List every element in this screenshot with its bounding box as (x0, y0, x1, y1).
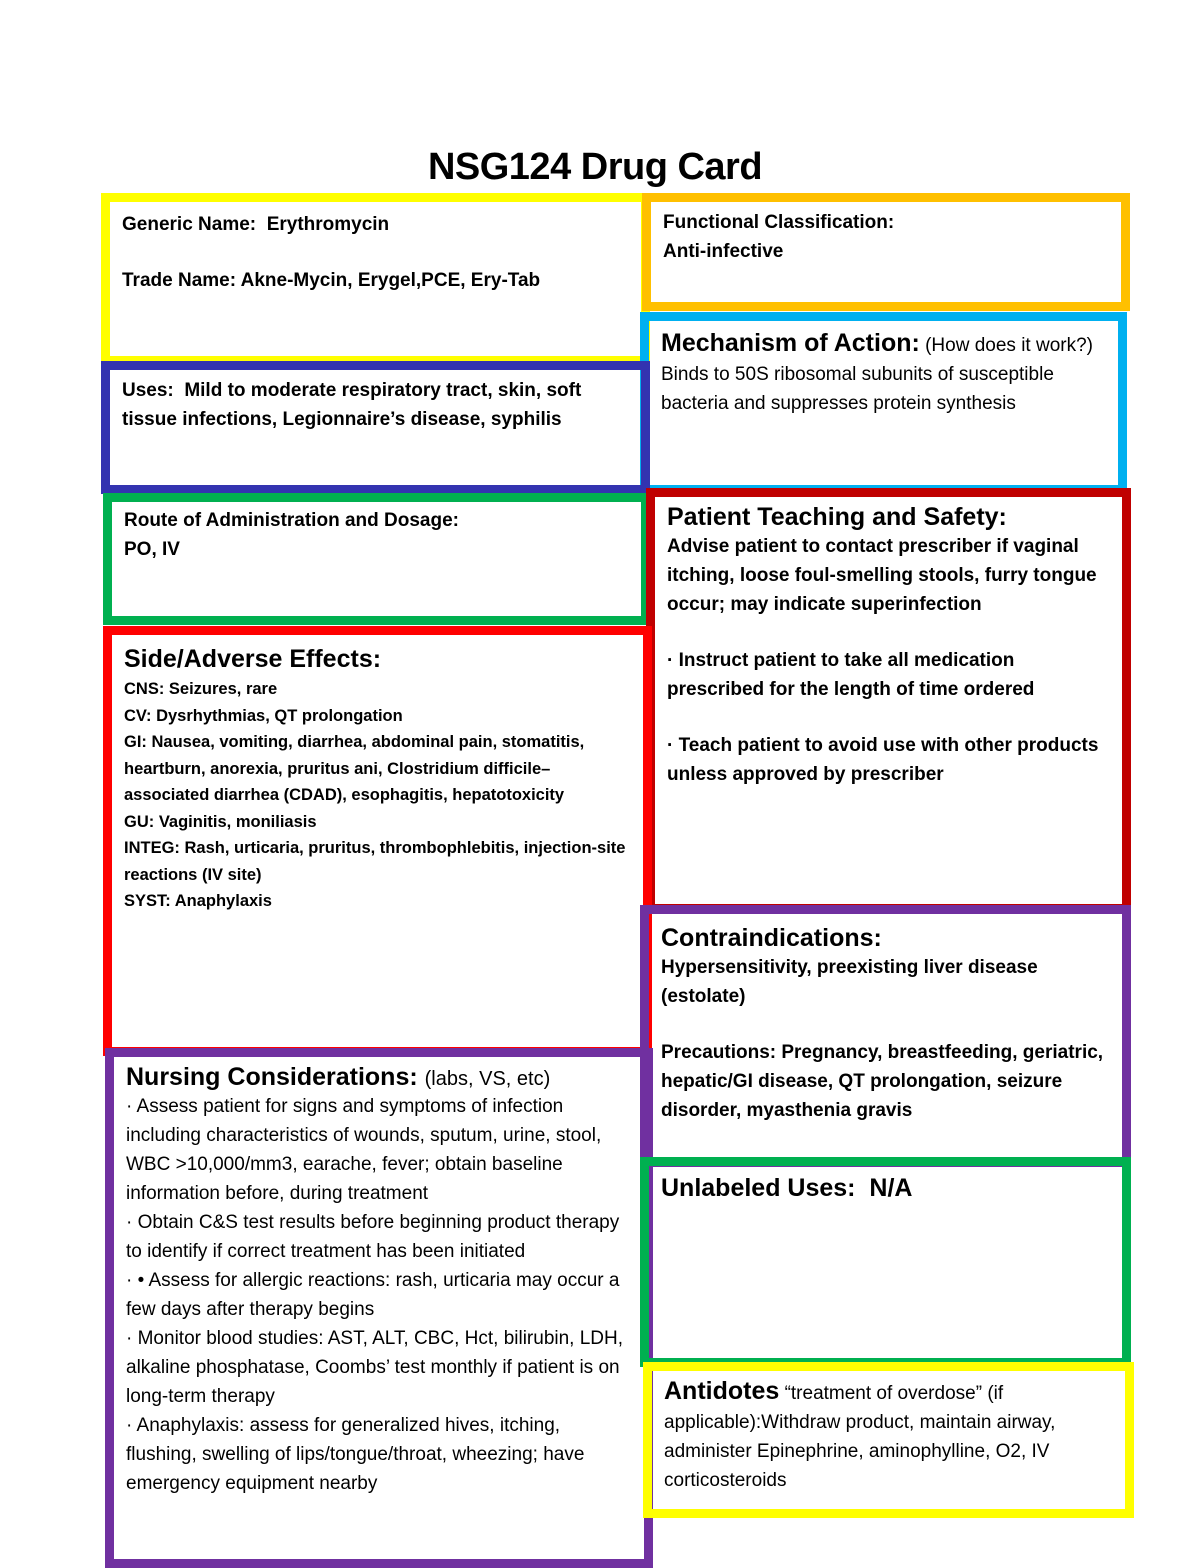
trade-name-line (122, 266, 633, 295)
generic-name-box (101, 193, 650, 365)
antidotes-text (664, 1377, 1117, 1495)
trade-name-value: Akne-Mycin, Erygel,PCE, Ery-Tab (240, 270, 541, 291)
route-label: Route of Administration and Dosage: (124, 510, 459, 531)
functional-classification-box (642, 193, 1130, 311)
unlabeled-uses-box (640, 1157, 1131, 1367)
side-effect-item: CNS: Seizures, rare (124, 680, 278, 698)
side-effect-item: GI: Nausea, vomiting, diarrhea, abdominal pain, stomatitis, heartburn, anorexia, pruritus ani, Clostridium difficile–associated diarrhea (CDAD), esophagitis, hepatotoxicity (124, 733, 585, 804)
nursing-item: · • Assess for allergic reactions: rash, urticaria may occur a few days after therapy begins (126, 1270, 620, 1320)
contraindications-text: Hypersensitivity, preexisting liver disease (estolate) (661, 957, 1038, 1007)
contraindications-box (640, 905, 1131, 1167)
mechanism-body: Binds to 50S ribosomal subunits of susceptible bacteria and suppresses protein synthesis (661, 364, 1054, 414)
functional-classification-label: Functional Classification: (663, 212, 895, 233)
unlabeled-uses-line (661, 1174, 1114, 1203)
functional-classification-value: Anti-infective (663, 241, 784, 262)
side-effect-item: INTEG: Rash, urticaria, pruritus, thrombophlebitis, injection-site reactions (IV site) (124, 839, 626, 884)
page-title: NSG124 Drug Card (427, 146, 763, 188)
patient-teaching-item: Advise patient to contact prescriber if vaginal itching, loose foul-smelling stools, furry tongue occur; may indicate superinfection (667, 536, 1097, 615)
precautions-text: Precautions: Pregnancy, breastfeeding, geriatric, hepatic/GI disease, QT prolongation, seizure disorder, myasthenia gravis (661, 1042, 1104, 1121)
antidotes-body: Withdraw product, maintain airway, administer Epinephrine, aminophylline, O2, IV corticosteroids (664, 1412, 1056, 1491)
nursing-heading-line (126, 1063, 636, 1092)
route-box (103, 493, 650, 625)
side-effect-item: SYST: Anaphylaxis (124, 892, 272, 910)
mechanism-of-action-box (640, 312, 1127, 494)
uses-label: Uses: (122, 380, 174, 401)
nursing-considerations-box (105, 1048, 653, 1568)
side-effects-heading: Side/Adverse Effects: (124, 645, 382, 673)
patient-teaching-item: · Teach patient to avoid use with other products unless approved by prescriber (667, 735, 1099, 785)
trade-name-label: Trade Name: (122, 270, 237, 291)
generic-name-line (122, 210, 633, 239)
nursing-item: · Obtain C&S test results before beginning product therapy to identify if correct treatment has been initiated (126, 1212, 620, 1262)
side-effects-box (103, 626, 652, 1056)
patient-teaching-box (646, 488, 1131, 913)
route-value: PO, IV (124, 539, 180, 560)
patient-teaching-heading: Patient Teaching and Safety: (667, 503, 1007, 531)
generic-name-label: Generic Name: (122, 214, 257, 235)
nursing-item: · Monitor blood studies: AST, ALT, CBC, Hct, bilirubin, LDH, alkaline phosphatase, Coombs’ test monthly if patient is on long-term therapy (126, 1328, 624, 1407)
nursing-note: (labs, VS, etc) (424, 1068, 551, 1090)
mechanism-heading: Mechanism of Action: (661, 329, 920, 357)
contraindications-heading: Contraindications: (661, 924, 882, 952)
side-effect-item: CV: Dysrhythmias, QT prolongation (124, 706, 403, 725)
antidotes-note: “treatment of overdose” (if applicable): (664, 1383, 1004, 1433)
mechanism-of-action-text (661, 329, 1110, 418)
nursing-item: · Anaphylaxis: assess for generalized hives, itching, flushing, swelling of lips/tongue/throat, wheezing; have emergency equipment nearby (126, 1415, 585, 1494)
side-effect-item: GU: Vaginitis, moniliasis (124, 812, 317, 831)
unlabeled-uses-heading: Unlabeled Uses: (661, 1174, 856, 1202)
antidotes-heading: Antidotes (664, 1377, 780, 1405)
nursing-heading: Nursing Considerations: (126, 1063, 418, 1091)
uses-body: Mild to moderate respiratory tract, skin, soft tissue infections, Legionnaire’s disease, syphilis (122, 380, 582, 430)
unlabeled-uses-value: N/A (869, 1174, 913, 1202)
generic-name-value: Erythromycin (266, 214, 390, 235)
patient-teaching-item: · Instruct patient to take all medication prescribed for the length of time ordered (667, 650, 1035, 700)
nursing-item: · Assess patient for signs and symptoms of infection including characteristics of wounds, sputum, urine, stool, WBC >10,000/mm3, earache, fever; obtain baseline information before, during treatment (126, 1096, 602, 1204)
uses-text (122, 376, 633, 434)
antidotes-box (643, 1362, 1134, 1518)
mechanism-note: (How does it work?) (925, 335, 1093, 356)
uses-box (101, 361, 650, 494)
